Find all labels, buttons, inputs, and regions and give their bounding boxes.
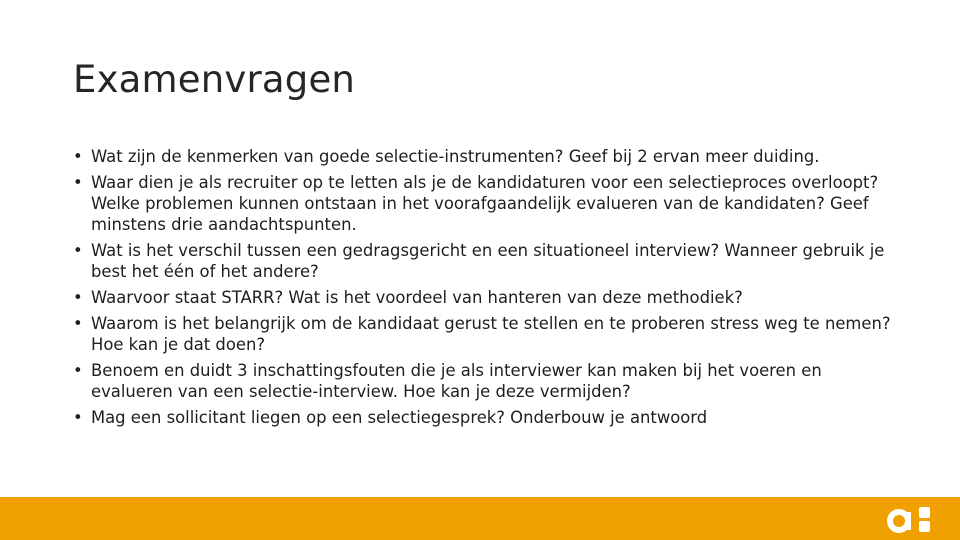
- footer-bar: [0, 497, 960, 540]
- bullet-marker: •: [73, 314, 83, 333]
- bullet-list: [70, 146, 900, 433]
- bullet-item: [70, 146, 900, 167]
- bullet-item: [70, 360, 900, 402]
- bullet-item: [70, 172, 900, 235]
- bullet-marker: •: [73, 408, 83, 427]
- bullet-text: Waarom is het belangrijk om de kandidaat gerust te stellen en te proberen stress weg te nemen? Hoe kan je dat doen?: [91, 314, 891, 354]
- bullet-item: [70, 240, 900, 282]
- slide-title: Examenvragen: [73, 58, 356, 101]
- bullet-text: Waarvoor staat STARR? Wat is het voordeel van hanteren van deze methodiek?: [91, 288, 743, 307]
- bullet-text: Benoem en duidt 3 inschattingsfouten die je als interviewer kan maken bij het voeren en evalueren van een selectie-interview. Hoe kan je deze vermijden?: [91, 361, 822, 401]
- logo-a-stem: [905, 512, 911, 530]
- bullet-text: Waar dien je als recruiter op te letten als je de kandidaturen voor een selectieproces overloopt? Welke problemen kunnen ontstaan in het voorafgaandelijk evalueren van de kandidaten? Geef minstens drie aandachtspunten.: [91, 173, 879, 234]
- bullet-marker: •: [73, 147, 83, 166]
- bullet-text: Mag een sollicitant liegen op een selectiegesprek? Onderbouw je antwoord: [91, 408, 708, 427]
- logo-dot-bottom: [919, 521, 930, 532]
- bullet-marker: •: [73, 288, 83, 307]
- bullet-marker: •: [73, 173, 83, 192]
- logo-dot-top: [919, 507, 930, 518]
- artevelde-logo-icon: [886, 503, 942, 535]
- bullet-marker: •: [73, 241, 83, 260]
- bullet-item: [70, 407, 900, 428]
- bullet-text: Wat is het verschil tussen een gedragsgericht en een situationeel interview? Wanneer gebruik je best het één of het andere?: [91, 241, 885, 281]
- bullet-marker: •: [73, 361, 83, 380]
- bullet-item: [70, 287, 900, 308]
- bullet-item: [70, 313, 900, 355]
- bullet-text: Wat zijn de kenmerken van goede selectie-instrumenten? Geef bij 2 ervan meer duiding.: [91, 147, 820, 166]
